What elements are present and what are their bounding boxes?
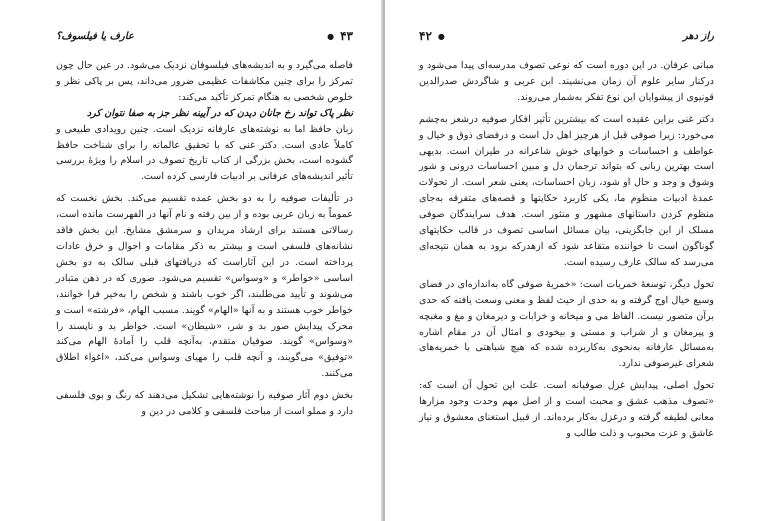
left-page-header <box>56 26 353 46</box>
left-paragraph-4: بخش دوم آثار صوفیه را نوشته‌هایی تشکیل می‌دهند که رنگ و بوی فلسفی دارد و مملو است از مباحث فلسفی و کلامی در دین و <box>56 390 353 418</box>
left-page-number: ۴۳ <box>340 29 353 43</box>
left-paragraph-1: فاصله می‌گیرد و به اندیشه‌های فیلسوفان نزدیک می‌شود. در عین حال چون تمرکز را برای چنین مکاشفات عظیمی ضرور می‌داند، پس بر پاکی نظر و خلوص شخصی به هنگام تمرکز تأکید می‌کند: <box>56 60 353 103</box>
left-page <box>0 0 383 521</box>
right-page <box>385 0 768 521</box>
left-running-title: عارف یا فیلسوف؟ <box>56 30 134 42</box>
left-paragraph-3: در تألیفات صوفیه را به دو بخش عمده تقسیم می‌کند. بخش نخست که عموماً به زبان عربی بوده و از بین رفته و نام آنها در الفهرست مانده است، رسالاتی هستند برای ارشاد مریدان و سرمشق مشایخ. این بخش فاقد نشانه‌های فلسفی است و بیشتر به ذکر مقامات و احوال و خرق عادات پرداخته است. در این آثاراست که دریافتهای قبلی سالک به دو بخش اساسی «خواطر» و «وسواس» تقسیم می‌شود. صوری که در ذهن متبادر می‌شوند و تأیید می‌طلبند، اگر خوب باشند و شخص را به‌خیر فرا خوانند، خواطر خوب هستند و به آنها «الهام» گویند. مسبب الهام، «فرشته» است و محرک پیدایش صور بد و شر، «شیطان» است. خواطر بد و ناپسند را «وسواس» گویند. صوفیان متقدم، به‌آنچه قلب را آمادهٔ الهام می‌کند «توفیق» می‌گویند، و آنچه قلب را مهیای وسواس می‌کند، «اغواء اطلاق می‌کنند. <box>56 193 353 380</box>
right-paragraph-2: دکتر غنی براین عقیده است که بیشترین تأثیر افکار صوفیه درشعر به‌چشم می‌خورد: زیرا صوفی قبل از هرچیز اهل دل است و درفضای ذوق و خیال و عواطف و احساسات و خوابهای خوش شاعرانه در طیران است. بدیهی است بهترین زبانی که بتواند ترجمان دل و مبین احساسات درونی و شور وشوق و وجد و حال او شود، زبان احساسات، یعنی شعر است. از تحولات عمدهٔ ادبیات منظوم ما، یکی کاربرد حکایتها و قصه‌های متفرقه به‌جای منظوم کردن داستانهای مشهور و منثور است. هدف سرایندگان صوفی مسلک از این جابگزینی، بیان مسائل اساسی تصوف در قالب حکایتهای گوناگون است تا خواننده متقاعد شود که ازهدرکه برود به همان نتیجه‌ای می‌رسد که سالک عارف رسیده است. <box>419 113 714 268</box>
left-page-number-group <box>321 29 353 43</box>
right-page-number: ۴۲ <box>419 29 432 43</box>
right-paragraph-4: تحول اصلی، پیدایش غزل صوفیانه است. علت این تحول آن است که: «تصوف مذهب عشق و محبت است و از اصل مهم وحدت وجود مزارها معانی لطیفه گرفته و درغزل به‌کار برده‌اند. از قبیل استغنای معشوق و نیاز عاشق و عزت محبوب و ذلت طالب و <box>419 380 714 439</box>
left-paragraph-2: زبان حافظ اما به نوشته‌های عارفانه نزدیک است. چنین رویدادی طبیعی و کاملاً عادی است. دکتر غنی که با تحقیق عالمانه را برای شناخت حافظ گشوده است، بخش بزرگی از کتاب تاریخ تصوف در اسلام را ویژهٔ بررسی تأثیر اندیشه‌های عرفانی بر ادبیات فارسی کرده است. <box>56 123 353 183</box>
right-paragraph-3: تحول دیگر، توسعهٔ خمریات است: «خمریهٔ صوفی گاه به‌اندازه‌ای در فضای وسیع خیال اوج گرفته و به حدی از حیث لفظ و معنی وسعت یافته که حدی برآن متصور نیست. الفاظ می و میخانه و خرابات و دیرمغان و مغ و مغبچه و پیرمغان و از شراب و مستی و بیخودی و امثال آن در مقام اشاره به‌مسائل عارفانه به‌نحوی به‌کاربرده شده که هیچ شباهتی با خمریه‌های شعرای غیرصوفی ندارد. <box>419 278 714 370</box>
left-verse: نظر پاک تواند رخ جانان دیدن که در آیینه نظر جز به صفا نتوان کرد <box>86 107 353 119</box>
right-page-number-group <box>419 29 451 43</box>
right-paragraph-1: مبانی عرفان. در این دوره است که نوعی تصوف مدرسه‌ای پیدا می‌شود و درکنار سایر علوم آن زمان می‌نشیند. ابن عربی و شاگردش صدرالدین قونیوی از پیشوایان این نوع تفکر به‌شمار می‌روند. <box>419 60 714 103</box>
right-header-separator: ● <box>437 31 445 41</box>
right-page-header <box>419 26 714 46</box>
right-running-title: راز دهر <box>682 30 714 42</box>
left-header-separator: ● <box>327 31 335 41</box>
